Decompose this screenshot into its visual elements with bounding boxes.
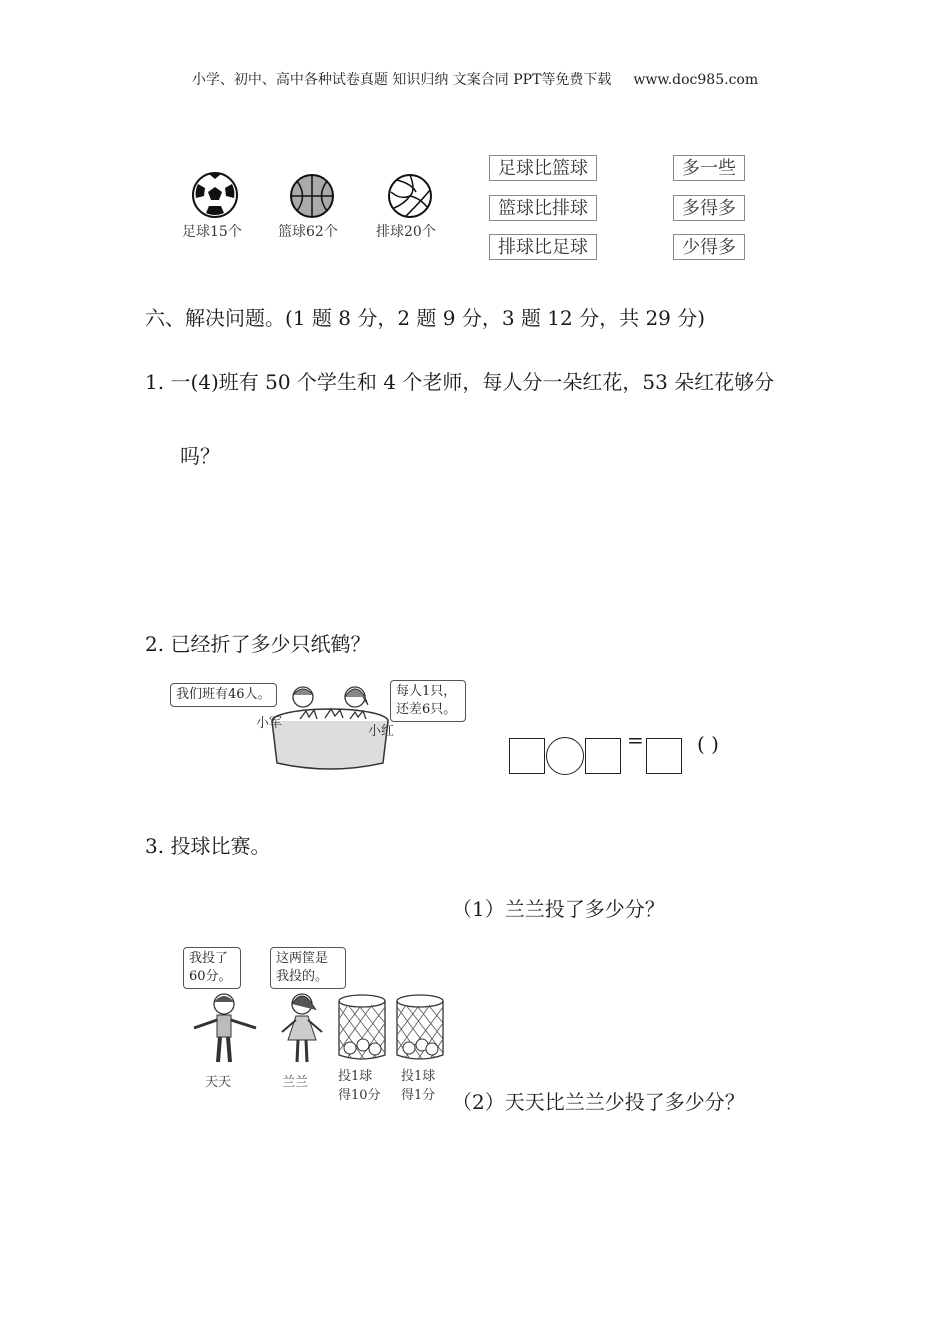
q2-name-left: 小军 xyxy=(256,716,283,731)
basket1-label-line2: 得10分 xyxy=(338,1088,381,1103)
q2-bubble-left: 我们班有46人。 xyxy=(170,683,277,707)
lanlan-figure xyxy=(272,990,332,1070)
header-text: 小学、初中、高中各种试卷真题 知识归纳 文案合同 PPT等免费下载 xyxy=(191,72,612,88)
lanlan-bubble xyxy=(270,947,346,989)
q1-line2: 吗？ xyxy=(180,444,220,468)
q1-line1: 1. 一(4)班有 50 个学生和 4 个老师，每人分一朵红花，53 朵红花够分 xyxy=(145,370,775,394)
tiantian-bubble xyxy=(183,947,241,989)
basket1-label-line1: 投1球 xyxy=(338,1069,373,1084)
q3-sub1: （1）兰兰投了多少分？ xyxy=(452,897,665,921)
tiantian-bubble-line2: 60分。 xyxy=(189,969,232,984)
q2-name-right: 小红 xyxy=(368,724,395,739)
tiantian-name: 天天 xyxy=(205,1075,232,1090)
compare-right-1[interactable]: 多一些 xyxy=(673,155,745,181)
basket2-label xyxy=(401,1067,435,1105)
q2-bubble-right-line2: 还差6只。 xyxy=(396,702,457,717)
tiantian-bubble-line1: 我投了 xyxy=(189,951,229,966)
soccer-ball-icon xyxy=(190,170,246,220)
equation-equals: = xyxy=(627,728,644,752)
lanlan-bubble-line2: 我投的。 xyxy=(276,969,329,984)
basketball-icon xyxy=(288,172,338,220)
compare-left-1[interactable]: 足球比篮球 xyxy=(489,155,597,181)
q3-sub2: （2）天天比兰兰少投了多少分？ xyxy=(452,1090,745,1114)
q2-title: 2. 已经折了多少只纸鹤？ xyxy=(145,632,371,656)
answer-paren[interactable]: ( ) xyxy=(697,732,719,756)
compare-left-3[interactable]: 排球比足球 xyxy=(489,234,597,260)
compare-right-2[interactable]: 多得多 xyxy=(673,195,745,221)
basketball-label: 篮球62个 xyxy=(278,224,338,240)
basket-10-points-icon xyxy=(336,993,388,1065)
equation-box-2[interactable] xyxy=(585,738,621,774)
page-header xyxy=(0,69,950,89)
lanlan-name: 兰兰 xyxy=(282,1075,309,1090)
equation-operator-circle[interactable] xyxy=(546,737,584,775)
volleyball-icon xyxy=(386,172,436,220)
header-site: www.doc985.com xyxy=(633,72,759,88)
q2-bubble-right-line1: 每人1只， xyxy=(396,684,457,699)
equation-result-box[interactable] xyxy=(646,738,682,774)
equation-box-1[interactable] xyxy=(509,738,545,774)
lanlan-bubble-line1: 这两筐是 xyxy=(276,951,329,966)
compare-right-3[interactable]: 少得多 xyxy=(673,234,745,260)
basket-1-point-icon xyxy=(394,993,446,1065)
section-title: 六、解决问题。(1 题 8 分，2 题 9 分，3 题 12 分，共 29 分) xyxy=(145,306,706,330)
soccer-label: 足球15个 xyxy=(182,224,242,240)
basket2-label-line2: 得1分 xyxy=(401,1088,436,1103)
compare-left-2[interactable]: 篮球比排球 xyxy=(489,195,597,221)
basket1-label xyxy=(338,1067,381,1105)
basket2-label-line1: 投1球 xyxy=(401,1069,436,1084)
q3-title: 3. 投球比赛。 xyxy=(145,834,271,858)
tiantian-figure xyxy=(190,990,260,1070)
volleyball-label: 排球20个 xyxy=(376,224,436,240)
